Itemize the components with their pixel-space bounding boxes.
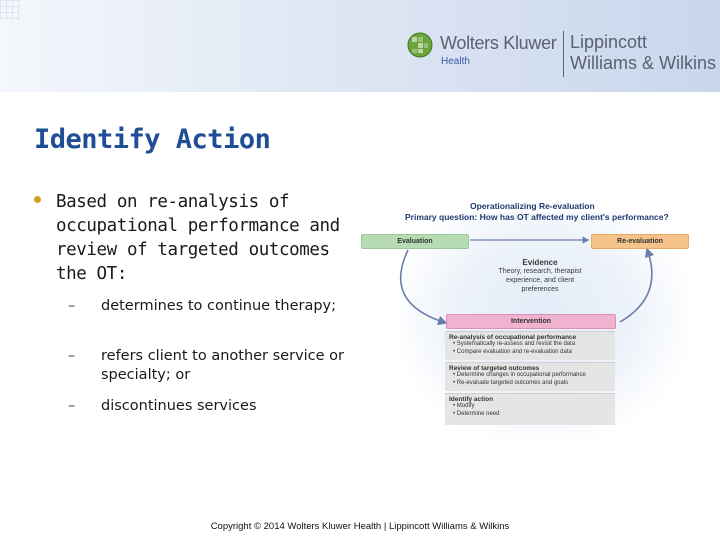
panel-heading: Identify action — [449, 396, 494, 403]
sub-item-text: determines to continue therapy; — [101, 298, 337, 314]
diagram-question: Primary question: How has OT affected my client's performance? — [405, 212, 669, 222]
panel-identify-action — [445, 393, 615, 425]
publisher-logo — [407, 29, 717, 79]
dash-marker: – — [68, 398, 76, 414]
panel-heading: Re-analysis of occupational performance — [449, 334, 577, 341]
logo-lippincott: Lippincott — [570, 32, 648, 52]
panel-item: • Determine changes in occupational performance — [453, 372, 586, 378]
copyright-footer: Copyright © 2014 Wolters Kluwer Health | Lippincott Williams & Wilkins — [210, 521, 510, 532]
logo-wolters-kluwer: Wolters Kluwer — [440, 33, 557, 53]
logo-williams-wilkins: Williams & Wilkins — [570, 53, 716, 73]
main-bullet-text: Based on re-analysis of occupational performance and review of targeted outcomes the OT: — [56, 192, 340, 284]
bullet-dot-icon — [34, 196, 41, 203]
evaluation-box: Evaluation — [361, 234, 469, 249]
panel-item: • Determine need — [453, 410, 500, 417]
header-grid-decoration — [0, 0, 20, 20]
slide-title: Identify Action — [34, 124, 271, 155]
evidence-block — [495, 258, 585, 294]
panel-heading: Review of targeted outcomes — [449, 365, 540, 372]
globe-logo-icon — [407, 32, 433, 58]
panel-item: • Systematically re-assess and revisit the data — [453, 341, 576, 347]
logo-divider — [563, 31, 564, 77]
logo-health: Health — [441, 56, 470, 67]
diagram-title: Operationalizing Re-evaluation — [470, 201, 595, 211]
panel-item: • Modify — [453, 403, 475, 409]
sub-item-text: discontinues services — [101, 398, 257, 414]
panel-review-outcomes — [445, 362, 615, 391]
dash-marker: – — [68, 298, 76, 314]
dash-marker: – — [68, 348, 76, 364]
intervention-box: Intervention — [446, 314, 616, 329]
reevaluation-diagram — [358, 192, 688, 437]
panel-item: • Compare evaluation and re-evaluation data — [453, 348, 572, 355]
panel-reanalysis — [445, 331, 615, 360]
reevaluation-box: Re-evaluation — [591, 234, 689, 249]
sub-item-text: refers client to another service or specialty; or — [101, 348, 345, 383]
evidence-body: Theory, research, therapist experience, and client preferences — [498, 268, 582, 293]
panel-item: • Re-evaluate targeted outcomes and goals — [453, 379, 569, 386]
evidence-heading: Evidence — [522, 258, 558, 267]
